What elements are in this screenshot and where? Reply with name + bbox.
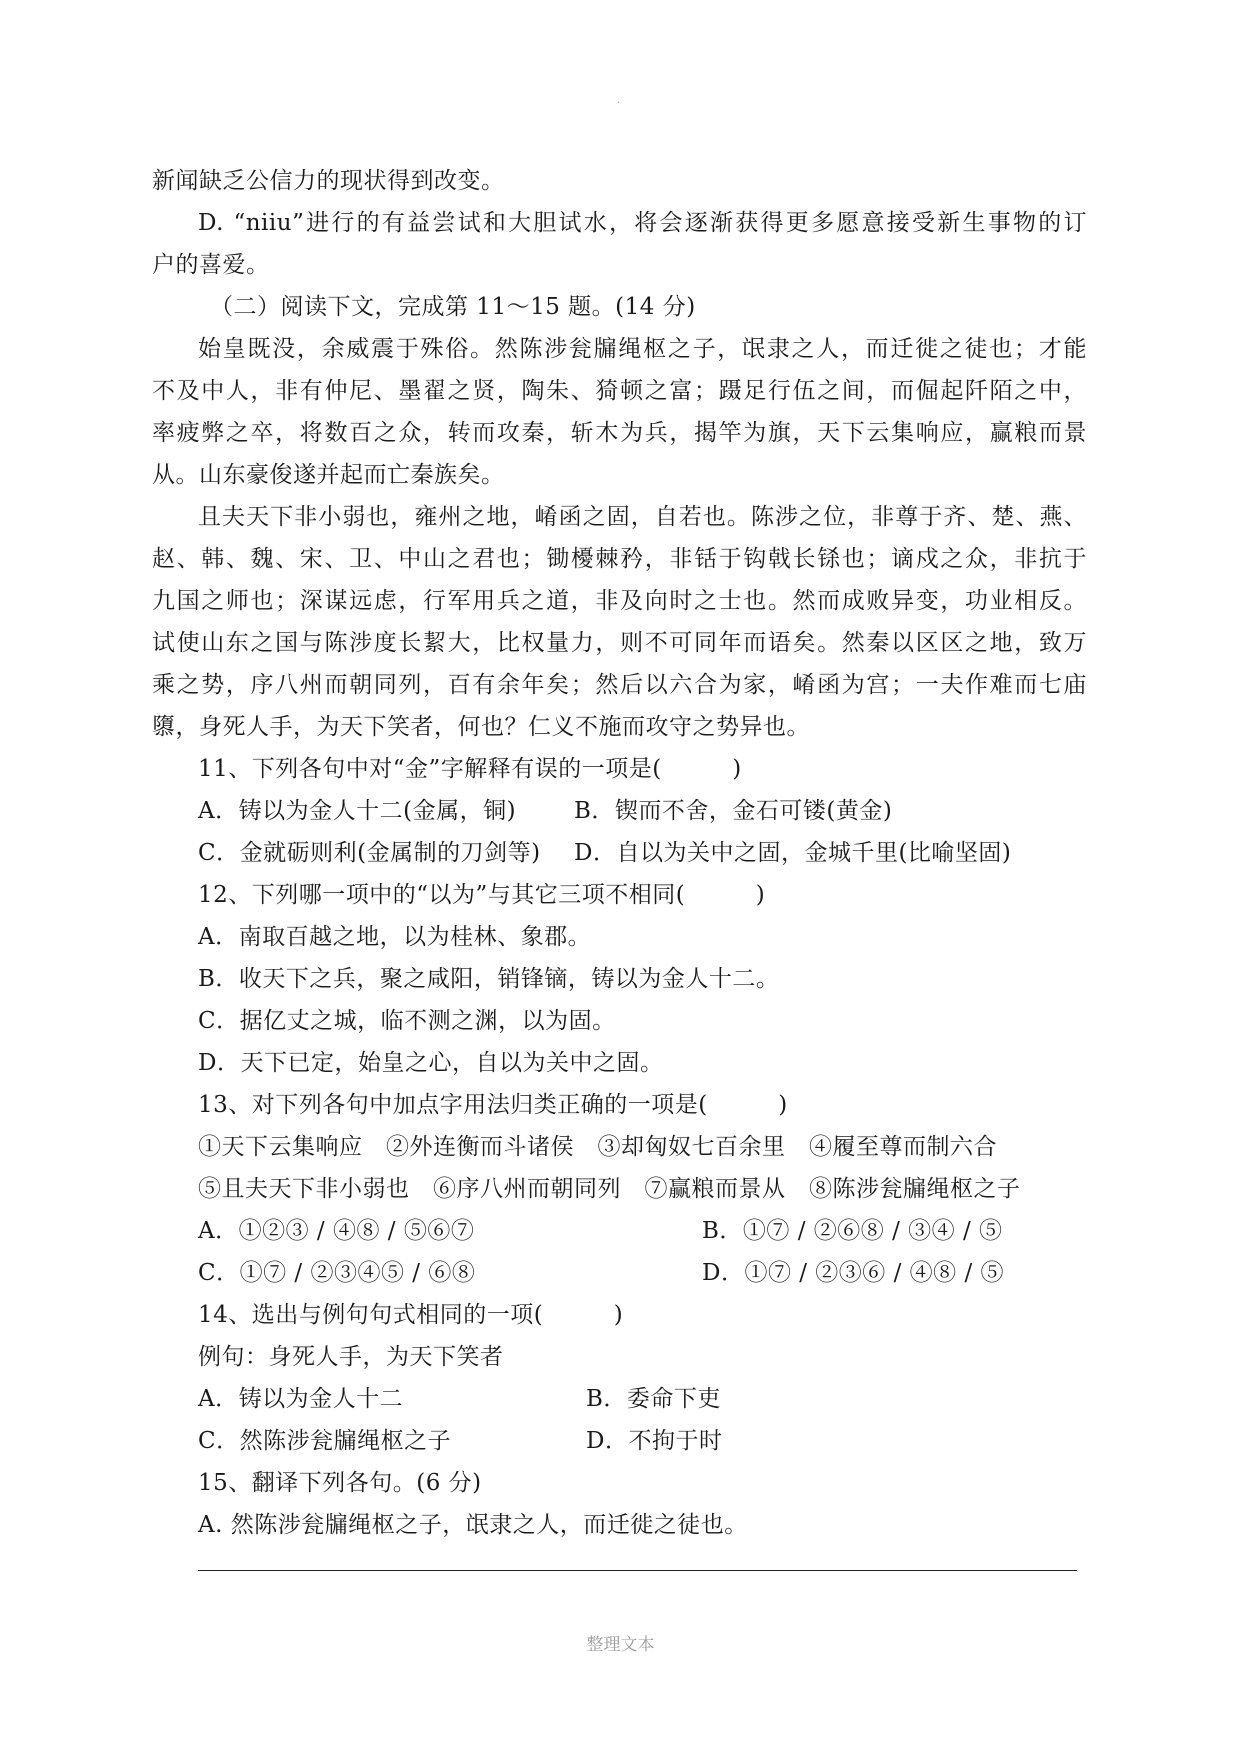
passage-line: 且夫天下非小弱也，雍州之地，崤函之固，自若也。陈涉之位，非尊于齐、楚、燕、 (198, 504, 1087, 530)
option-a: A．铸以为金人十二 (198, 1386, 404, 1412)
answer-line (198, 1570, 1077, 1571)
option-a: A．①②③ / ④⑧ / ⑤⑥⑦ (198, 1218, 475, 1244)
question-15-stem: 15、翻译下列各句。(6 分) (198, 1470, 482, 1496)
option-d: D．天下已定，始皇之心，自以为关中之固。 (198, 1050, 664, 1076)
option-b: B．锲而不舍，金石可镂(黄金) (574, 798, 893, 824)
passage-line: 始皇既没，余威震于殊俗。然陈涉瓮牖绳枢之子，氓隶之人，而迁徙之徒也；才能 (198, 336, 1087, 362)
question-14-stem: 14、选出与例句句式相同的一项( ) (198, 1302, 624, 1328)
option-c: C．①⑦ / ②③④⑤ / ⑥⑧ (198, 1260, 476, 1286)
option-b: B．委命下吏 (586, 1386, 721, 1412)
section-heading: （二）阅读下文，完成第 11～15 题。(14 分) (210, 294, 696, 320)
passage-line: 不及中人，非有仲尼、墨翟之贤，陶朱、猗顿之富；蹑足行伍之间，而倔起阡陌之中， (152, 378, 1087, 404)
header-mark: · (617, 98, 621, 109)
option-d: D．自以为关中之固，金城千里(比喻坚固) (574, 840, 1012, 866)
passage-line: 从。山东豪俊遂并起而亡秦族矣。 (152, 462, 505, 488)
question-12-stem: 12、下列哪一项中的“以为”与其它三项不相同( ) (198, 882, 766, 908)
option-d: D．不拘于时 (586, 1428, 723, 1454)
passage-line: 九国之师也；深谋远虑，行军用兵之道，非及向时之士也。然而成败异变，功业相反。 (152, 588, 1087, 614)
question-11-stem: 11、下列各句中对“金”字解释有误的一项是( ) (198, 756, 742, 782)
passage-line: 赵、韩、魏、宋、卫、中山之君也；锄櫌棘矜，非铦于钩戟长铩也；谪戍之众，非抗于 (152, 546, 1087, 572)
option-d-line: D. “niiu”进行的有益尝试和大胆试水，将会逐渐获得更多愿意接受新生事物的订 (198, 210, 1087, 236)
text-body (152, 160, 1087, 1546)
passage-line: 率疲弊之卒，将数百之众，转而攻秦，斩木为兵，揭竿为旗，天下云集响应，赢粮而景 (152, 420, 1087, 446)
question-13-items: ⑤且夫天下非小弱也 ⑥序八州而朝同列 ⑦赢粮而景从 ⑧陈涉瓮牖绳枢之子 (198, 1176, 1021, 1202)
option-a: A．南取百越之地，以为桂林、象郡。 (198, 924, 592, 950)
option-c: C．金就砺则利(金属制的刀剑等) (198, 840, 541, 866)
passage-line: 乘之势，序八州而朝同列，百有余年矣；然后以六合为家，崤函为宫；一夫作难而七庙 (152, 672, 1087, 698)
question-11-options-row (152, 790, 1087, 832)
question-14-options-row (152, 1420, 1087, 1462)
question-13-items: ①天下云集响应 ②外连衡而斗诸侯 ③却匈奴七百余里 ④履至尊而制六合 (198, 1134, 997, 1160)
text-line: 新闻缺乏公信力的现状得到改变。 (152, 168, 505, 194)
option-a: A．铸以为金人十二(金属，铜) (198, 798, 517, 824)
page-footer: 整理文本 (586, 1635, 655, 1655)
passage-line: 试使山东之国与陈涉度长絜大，比权量力，则不可同年而语矣。然秦以区区之地，致万 (152, 630, 1087, 656)
option-b: B．收天下之兵，聚之咸阳，销锋镝，铸以为金人十二。 (198, 966, 780, 992)
option-c: C．然陈涉瓮牖绳枢之子 (198, 1428, 452, 1454)
option-b: B．①⑦ / ②⑥⑧ / ③④ / ⑤ (702, 1218, 1003, 1244)
question-14-example: 例句：身死人手，为天下笑者 (198, 1344, 504, 1370)
option-d-line-cont: 户的喜爱。 (152, 252, 270, 278)
question-11-options-row (152, 832, 1087, 874)
question-14-options-row (152, 1378, 1087, 1420)
question-15-a: A. 然陈涉瓮牖绳枢之子，氓隶之人，而迁徙之徒也。 (198, 1512, 748, 1538)
question-13-stem: 13、对下列各句中加点字用法归类正确的一项是( ) (198, 1092, 788, 1118)
question-13-options-row (152, 1252, 1087, 1294)
option-c: C．据亿丈之城，临不测之渊，以为固。 (198, 1008, 616, 1034)
question-13-options-row (152, 1210, 1087, 1252)
passage-line: 隳，身死人手，为天下笑者，何也？仁义不施而攻守之势异也。 (152, 714, 810, 740)
option-d: D．①⑦ / ②③⑥ / ④⑧ / ⑤ (702, 1260, 1005, 1286)
